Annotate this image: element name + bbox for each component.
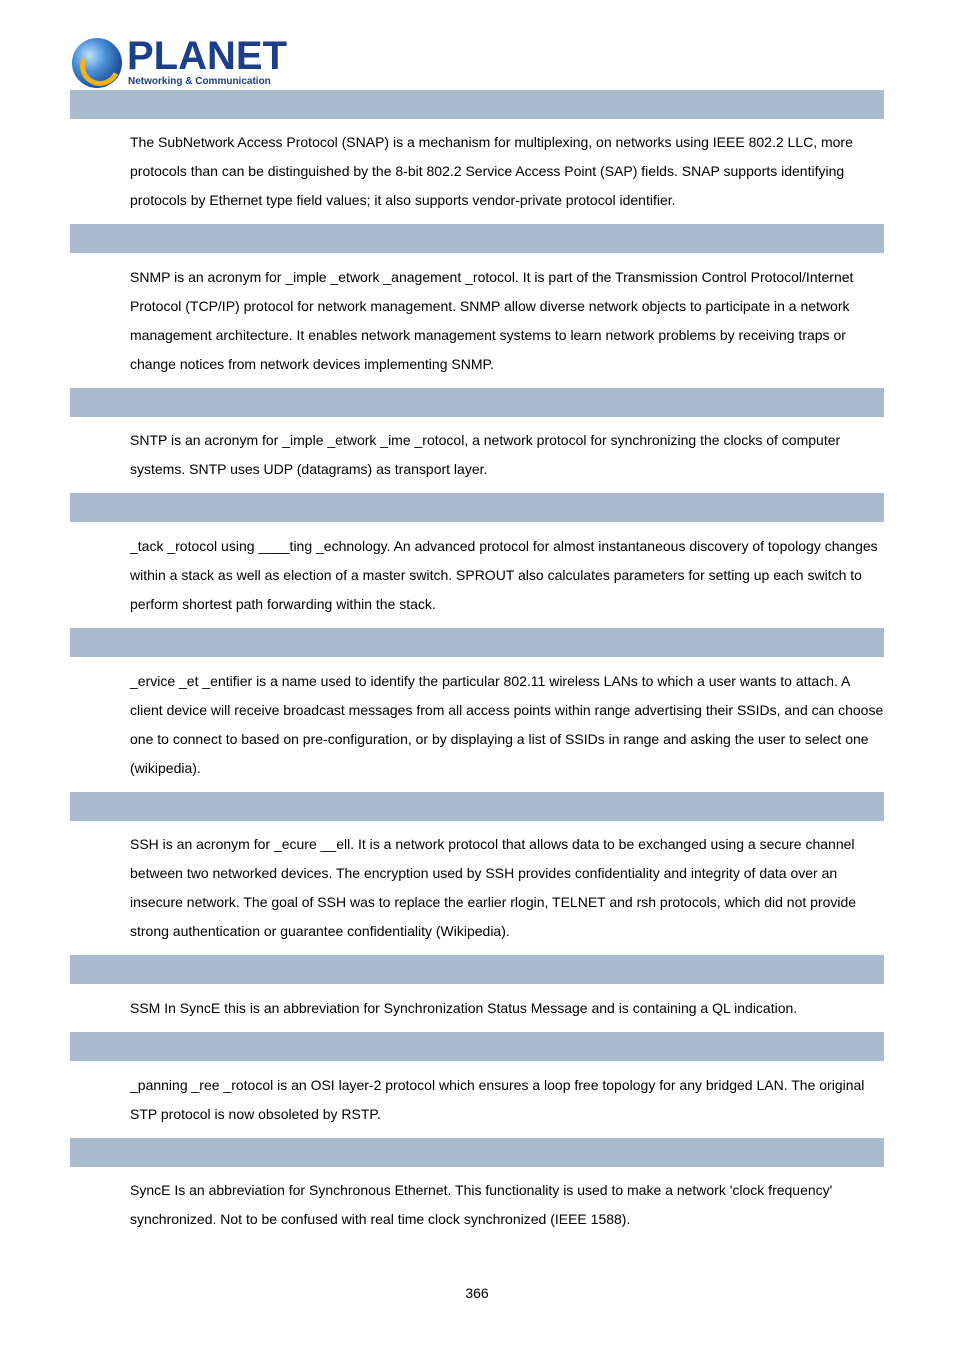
sntp-definition: SNTP is an acronym for _imple _etwork _ime _rotocol, a network protocol for synchronizing the clocks of computer systems. SNTP uses UDP (datagrams) as transport layer. <box>130 432 841 477</box>
snap-definition: The SubNetwork Access Protocol (SNAP) is a mechanism for multiplexing, on networks using IEEE 802.2 LLC, more protocols than can be distinguished by the 8-bit 802.2 Service Access Point (SAP) fields. SNAP supports identifying protocols by Ethernet type field values; it also supports vendor-private protocol identifier. <box>130 134 853 208</box>
brand-tagline: Networking & Communication <box>128 76 271 87</box>
sprout-definition: _tack _rotocol using ____ting _echnology. An advanced protocol for almost instantaneous discovery of topology changes within a stack as well as election of a master switch. SPROUT also calculates parameters for setting up each switch to perform shortest path forwarding within the stack. <box>130 538 878 612</box>
section-bar-ssm <box>70 955 884 984</box>
ssm-definition: SSM In SyncE this is an abbreviation for Synchronization Status Message and is containing a QL indication. <box>130 1000 798 1016</box>
section-bar-sprout <box>70 493 884 522</box>
section-bar-snap <box>70 90 884 119</box>
synce-definition: SyncE Is an abbreviation for Synchronous Ethernet. This functionality is used to make a network 'clock frequency' synchronized. Not to be confused with real time clock synchronized (IEEE 1588). <box>130 1182 833 1227</box>
section-bar-stp <box>70 1032 884 1061</box>
section-bar-sntp <box>70 388 884 417</box>
brand-name: PLANET <box>127 34 287 78</box>
ssh-definition: SSH is an acronym for _ecure __ell. It is a network protocol that allows data to be exchanged using a secure channel between two networked devices. The encryption used by SSH provides confidentiality and integrity of data over an insecure network. The goal of SSH was to replace the earlier rlogin, TELNET and rsh protocols, which did not provide strong authentication or guarantee confidentiality (Wikipedia). <box>130 836 857 939</box>
section-bar-synce <box>70 1138 884 1167</box>
snmp-definition: SNMP is an acronym for _imple _etwork _anagement _rotocol. It is part of the Transmission Control Protocol/Internet Protocol (TCP/IP) protocol for network management. SNMP allow diverse network objects to participate in a network management architecture. It enables network management systems to learn network problems by receiving traps or change notices from network devices implementing SNMP. <box>130 269 854 372</box>
planet-logo <box>72 34 287 90</box>
ssid-definition: _ervice _et _entifier is a name used to identify the particular 802.11 wireless LANs to which a user wants to attach. A client device will receive broadcast messages from all access points within range advertising their SSIDs, and can choose one to connect to based on pre-configuration, or by displaying a list of SSIDs in range and asking the user to select one (wikipedia). <box>130 673 884 776</box>
section-bar-ssh <box>70 792 884 821</box>
page-number: 366 <box>465 1285 489 1301</box>
stp-definition: _panning _ree _rotocol is an OSI layer-2 protocol which ensures a loop free topology for any bridged LAN. The original STP protocol is now obsoleted by RSTP. <box>130 1077 865 1122</box>
section-bar-snmp <box>70 224 884 253</box>
section-bar-ssid <box>70 628 884 657</box>
